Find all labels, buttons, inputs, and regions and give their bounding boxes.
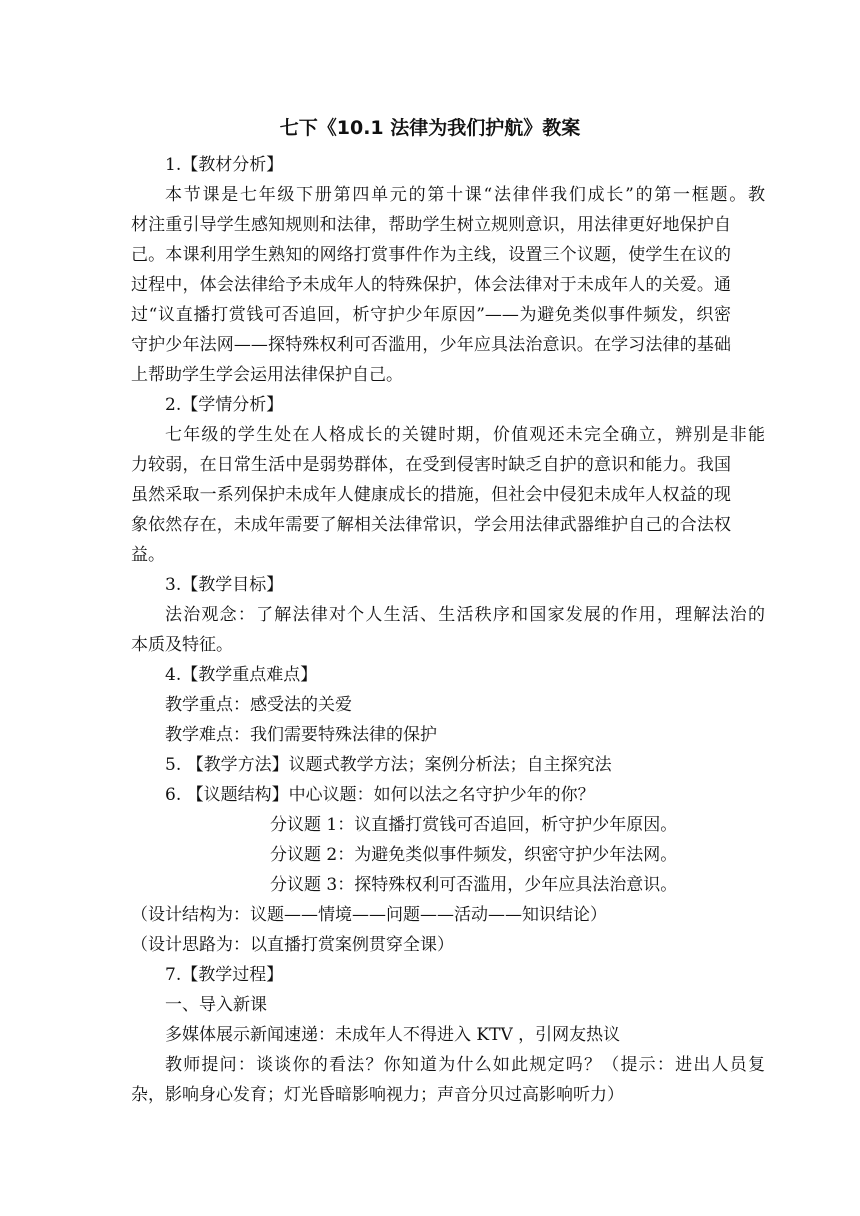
paragraph-line: 虽然采取一系列保护未成年人健康成长的措施，但社会中侵犯未成年人权益的现	[131, 485, 731, 505]
paragraph-line: 过程中，体会法律给予未成年人的特殊保护，体会法律对于未成年人的关爱。通	[131, 275, 731, 295]
paragraph-line: 上帮助学生学会运用法律保护自己。	[131, 365, 403, 385]
paragraph-line: 教学难点：我们需要特殊法律的保护	[165, 725, 437, 745]
paragraph-line: 多媒体展示新闻速递：未成年人不得进入 KTV ，引网友热议	[165, 1025, 621, 1045]
sub-topic-line: 分议题 3：探特殊权利可否滥用，少年应具法治意识。	[270, 875, 678, 895]
sub-topic-line: 分议题 1：议直播打赏钱可否追回，析守护少年原因。	[270, 815, 678, 835]
paragraph-line: 法治观念：了解法律对个人生活、生活秩序和国家发展的作用，理解法治的	[165, 605, 765, 625]
paragraph-line: 过“议直播打赏钱可否追回，析守护少年原因”——为避免类似事件频发，织密	[131, 305, 731, 325]
section-heading: 2.【学情分析】	[165, 395, 284, 415]
sub-topic-line: 分议题 2：为避免类似事件频发，织密守护少年法网。	[270, 845, 678, 865]
paragraph-line: 本节课是七年级下册第四单元的第十课“法律伴我们成长”的第一框题。教	[165, 185, 765, 205]
section-heading: 3.【教学目标】	[165, 575, 284, 595]
paragraph-line: 教师提问：谈谈你的看法？你知道为什么如此规定吗？（提示：进出人员复	[165, 1055, 765, 1075]
paragraph-line: 七年级的学生处在人格成长的关键时期，价值观还未完全确立，辨别是非能	[165, 425, 765, 445]
section-heading: 7.【教学过程】	[165, 965, 284, 985]
paragraph-line: （设计结构为：议题——情境——问题——活动——知识结论）	[131, 905, 607, 925]
paragraph-line: 材注重引导学生感知规则和法律，帮助学生树立规则意识，用法律更好地保护自	[131, 215, 731, 235]
paragraph-line: 本质及特征。	[131, 635, 233, 655]
section-heading: 5. 【教学方法】议题式教学方法；案例分析法；自主探究法	[165, 755, 612, 775]
paragraph-line: 守护少年法网——探特殊权利可否滥用，少年应具法治意识。在学习法律的基础	[131, 335, 731, 355]
paragraph-line: 力较弱，在日常生活中是弱势群体，在受到侵害时缺乏自护的意识和能力。我国	[131, 455, 731, 475]
paragraph-line: （设计思路为：以直播打赏案例贯穿全课）	[131, 935, 454, 955]
document-title: 七下《10.1 法律为我们护航》教案	[279, 117, 581, 139]
paragraph-line: 教学重点：感受法的关爱	[165, 695, 352, 715]
paragraph-line: 己。本课利用学生熟知的网络打赏事件作为主线，设置三个议题，使学生在议的	[131, 245, 731, 265]
section-heading: 1.【教材分析】	[165, 155, 284, 175]
paragraph-line: 一、导入新课	[165, 995, 267, 1015]
paragraph-line: 杂，影响身心发育；灯光昏暗影响视力；声音分贝过高影响听力）	[131, 1085, 624, 1105]
section-heading: 4.【教学重点难点】	[165, 665, 318, 685]
section-heading: 6. 【议题结构】中心议题：如何以法之名守护少年的你？	[165, 785, 595, 805]
paragraph-line: 象依然存在，未成年需要了解相关法律常识，学会用法律武器维护自己的合法权	[131, 515, 731, 535]
paragraph-line: 益。	[131, 545, 165, 565]
